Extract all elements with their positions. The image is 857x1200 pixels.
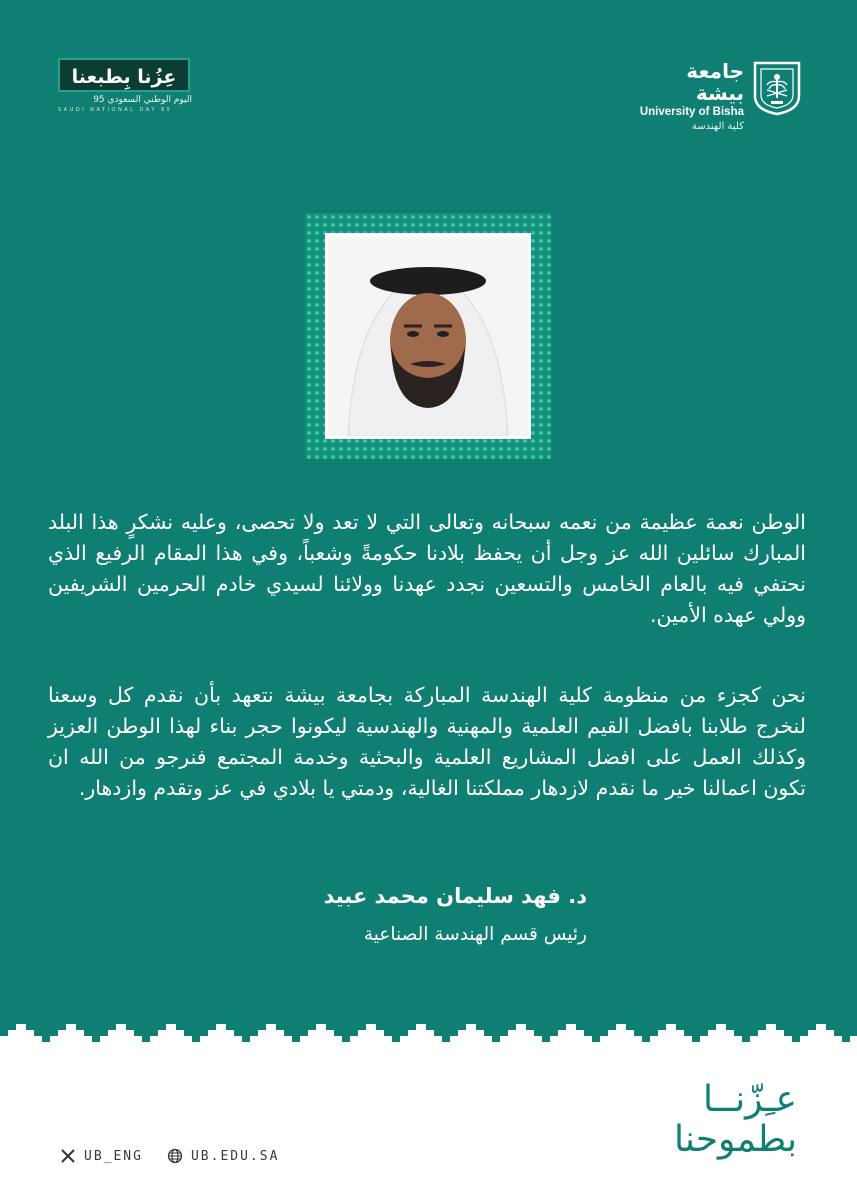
slogan-logo [674, 1080, 797, 1160]
signatory-title: رئيس قسم الهندسة الصناعية [363, 924, 587, 945]
message-paragraph-1: الوطن نعمة عظيمة من نعمه سبحانه وتعالى التي لا تعد ولا تحصى، وعليه نشكرٍ هذا البلد المبارك سائلين الله عز وجل أن يحفظ بلادنا حكومةً وشعباً، وفي هذا المقام الرفيع الذي نحتفي فيه بالعام الخامس والتسعين نجدد عهدنا وولائنا لسيدي خادم الحرمين الشريفين وولي عهده الأمين. [48, 510, 806, 627]
slogan-line-1: عـِزّنــا [703, 1079, 797, 1120]
x-twitter-icon [60, 1148, 76, 1164]
university-name-en: University of Bisha [639, 106, 744, 118]
university-emblem-icon [752, 60, 802, 116]
university-name-ar: جامعة بيشة [686, 59, 744, 105]
social-links [60, 1148, 279, 1164]
college-name: كلية الهندسة [691, 121, 744, 132]
social-handle[interactable]: UB_ENG [84, 1148, 143, 1164]
globe-icon [167, 1148, 183, 1164]
signatory-name: د. فهد سليمان محمد عبيد [323, 884, 587, 908]
university-logo [632, 59, 802, 132]
person-portrait-icon [328, 236, 528, 436]
national-day-en: SAUDI NATIONAL DAY 95 [58, 107, 173, 113]
national-day-badge: عِزُنا بِطبعنا [58, 58, 190, 92]
website-link[interactable]: UB.EDU.SA [190, 1148, 280, 1164]
portrait-photo [328, 236, 528, 436]
slogan-line-2: بطموحنا [673, 1119, 797, 1160]
footer-pattern [0, 1022, 857, 1052]
national-day-logo [58, 58, 198, 120]
message-paragraph-2: نحن كجزء من منظومة كلية الهندسة المباركة بجامعة بيشة نتعهد بأن نقدم كل وسعنا لنخرج طلابنا بافضل القيم العلمية والمهنية والهندسية ليكونوا حجر بناء لهذا الوطن العزيز وكذلك العمل على افضل المشاريع العلمية والبحثية وخدمة المجتمع فنرجو من الله ان تكون اعمالنا خير ما نقدم لازدهار مملكتنا الغالية، ودمتي يا بلادي في عز وتقدم وازدهار. [48, 683, 806, 800]
university-text [632, 60, 744, 134]
national-day-label: اليوم الوطني السعودي 95 [93, 95, 192, 105]
